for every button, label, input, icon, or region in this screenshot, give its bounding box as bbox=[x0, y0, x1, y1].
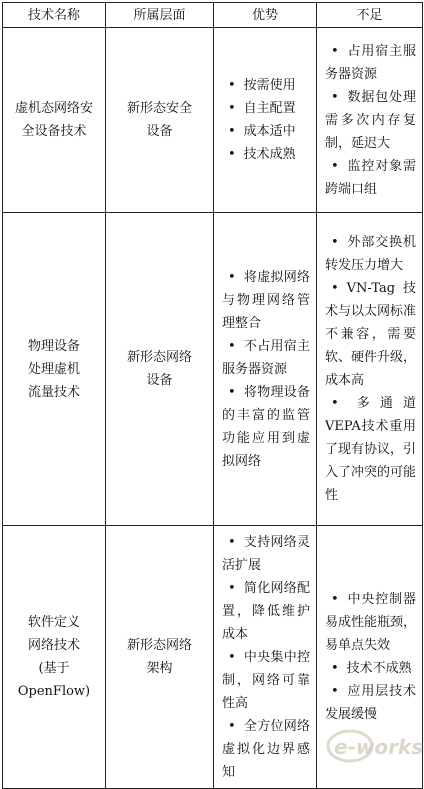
tech-name-line: 流量技术 bbox=[27, 384, 80, 400]
list-item: • 支持网络灵活扩展 bbox=[222, 531, 310, 577]
advantages-list bbox=[222, 74, 310, 166]
list-item: • 中央控制器易成性能瓶颈，易单点失效 bbox=[325, 588, 416, 657]
layer-line: 架构 bbox=[146, 661, 173, 676]
layer-line: 设备 bbox=[146, 124, 173, 139]
list-item: • 不占用宿主服务器资源 bbox=[222, 335, 310, 381]
layer-cell bbox=[106, 28, 214, 213]
list-item: • 自主配置 bbox=[222, 97, 310, 120]
comparison-table bbox=[2, 2, 423, 789]
tech-name-line: 物理设备 bbox=[27, 338, 80, 354]
layer-line: 新形态网络 bbox=[126, 638, 192, 653]
list-item: • 监控对象需跨端口组 bbox=[325, 155, 416, 201]
tech-name-cell bbox=[3, 213, 106, 526]
table-row bbox=[3, 28, 423, 213]
list-item: • 全方位网络虚拟化边界感知 bbox=[222, 715, 310, 784]
disadvantages-list bbox=[325, 231, 416, 507]
tech-name-line: (基于OpenFlow) bbox=[17, 661, 91, 699]
tech-name-line: 处理虚机 bbox=[27, 361, 80, 377]
advantages-list bbox=[222, 266, 310, 473]
table-row bbox=[3, 213, 423, 526]
advantages-cell bbox=[214, 28, 317, 213]
list-item: • 中央集中控制，网络可靠性高 bbox=[222, 646, 310, 715]
tech-name-line: 虚机态网络安 bbox=[14, 101, 93, 116]
list-item: • 成本适中 bbox=[222, 120, 310, 143]
tech-name-cell bbox=[3, 28, 106, 213]
tech-name-cell bbox=[3, 526, 106, 789]
header-disadvantages: 不足 bbox=[317, 3, 423, 28]
list-item: • 将虚拟网络与物理网络管理整合 bbox=[222, 266, 310, 335]
list-item: • 技术成熟 bbox=[222, 143, 310, 166]
watermark-text: e-works bbox=[334, 735, 424, 759]
e-works-watermark-logo bbox=[324, 724, 424, 764]
header-layer: 所属层面 bbox=[106, 3, 214, 28]
list-item: • 应用层技术发展缓慢 bbox=[325, 680, 416, 726]
advantages-cell bbox=[214, 213, 317, 526]
header-advantages: 优势 bbox=[214, 3, 317, 28]
advantages-list bbox=[222, 531, 310, 784]
list-item: • 简化网络配置，降低维护成本 bbox=[222, 577, 310, 646]
disadvantages-list bbox=[325, 588, 416, 726]
advantages-cell bbox=[214, 526, 317, 789]
tech-name-line: 网络技术 bbox=[27, 638, 80, 653]
list-item: • 外部交换机转发压力增大 bbox=[325, 231, 416, 277]
list-item: • 按需使用 bbox=[222, 74, 310, 97]
tech-name-line: 全设备技术 bbox=[21, 124, 87, 139]
layer-line: 新形态安全 bbox=[126, 101, 192, 116]
layer-line: 设备 bbox=[146, 373, 173, 388]
disadvantages-list bbox=[325, 40, 416, 201]
disadvantages-cell bbox=[317, 213, 423, 526]
list-item: • 将物理设备的丰富的监管功能应用到虚拟网络 bbox=[222, 381, 310, 473]
list-item: • 占用宿主服务器资源 bbox=[325, 40, 416, 86]
layer-cell bbox=[106, 526, 214, 789]
list-item: • VN-Tag技术与以太网标准不兼容，需要软、硬件升级，成本高 bbox=[325, 277, 416, 392]
layer-cell bbox=[106, 213, 214, 526]
layer-line: 新形态网络 bbox=[126, 350, 192, 365]
header-tech-name: 技术名称 bbox=[3, 3, 106, 28]
tech-name-line: 软件定义 bbox=[27, 615, 80, 630]
table-header-row bbox=[3, 3, 423, 28]
list-item: • 多通道VEPA技术重用了现有协议，引入了冲突的可能性 bbox=[325, 392, 416, 507]
list-item: • 数据包处理需多次内存复制，延迟大 bbox=[325, 86, 416, 155]
disadvantages-cell bbox=[317, 28, 423, 213]
list-item: • 技术不成熟 bbox=[325, 657, 416, 680]
